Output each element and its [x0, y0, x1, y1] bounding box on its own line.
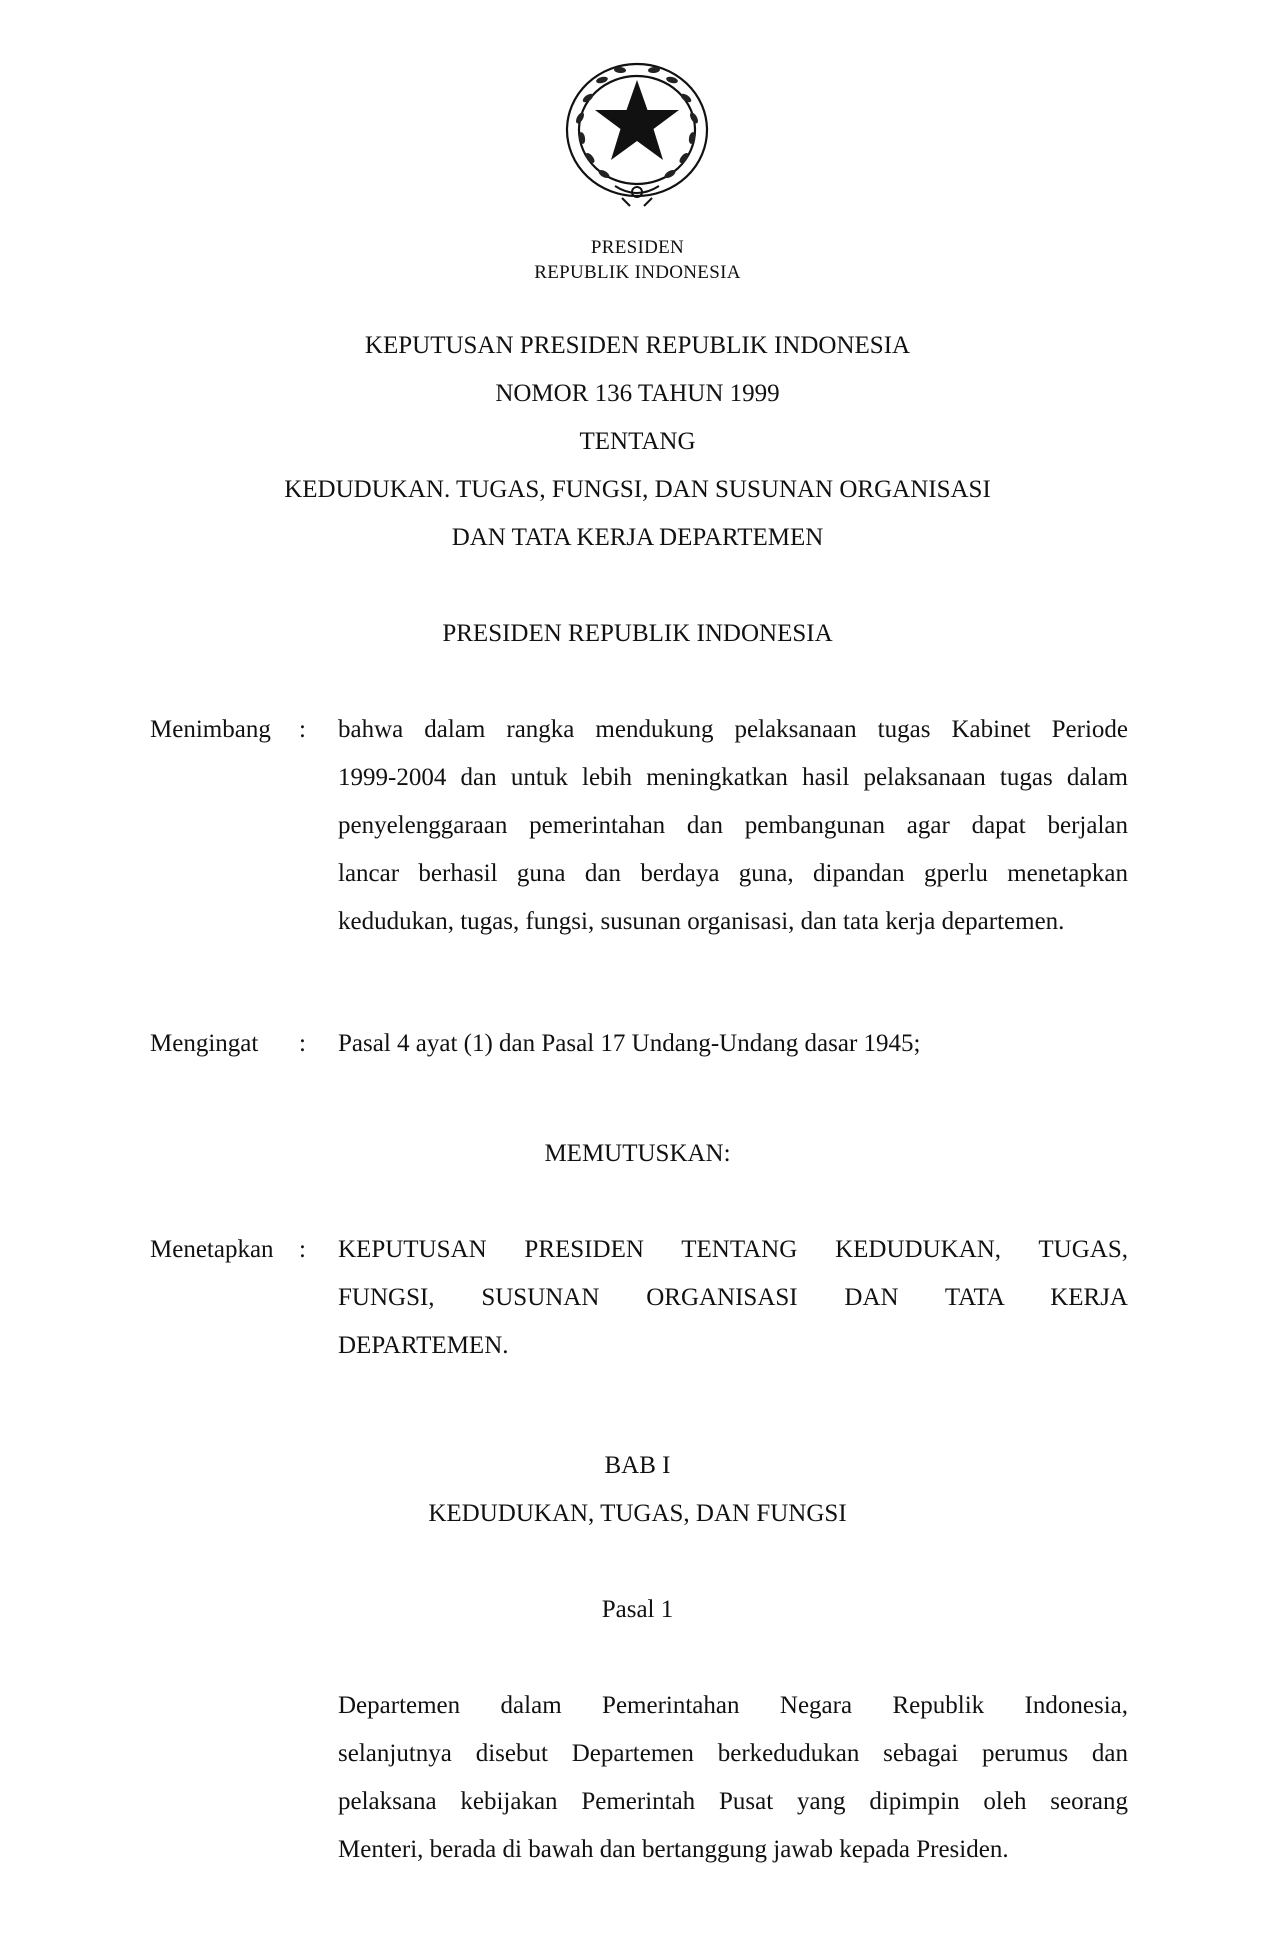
menetapkan-line: DEPARTEMEN.: [338, 1332, 509, 1359]
memutuskan-heading: MEMUTUSKAN:: [544, 1140, 731, 1167]
menimbang-line: lancar berhasil guna dan berdaya guna, dipandan gperlu menetapkan: [338, 860, 1128, 887]
pasal-1-line: Menteri, berada di bawah dan bertanggung jawab kepada Presiden.: [338, 1836, 1009, 1863]
menimbang-label: Menimbang: [150, 716, 271, 743]
header-line-republik: REPUBLIK INDONESIA: [534, 262, 741, 283]
menetapkan-line: FUNGSI, SUSUNAN ORGANISASI DAN TATA KERJA: [338, 1284, 1128, 1311]
bab-number: BAB I: [604, 1452, 671, 1479]
mengingat-colon: :: [299, 1030, 306, 1057]
issuer-line: PRESIDEN REPUBLIK INDONESIA: [442, 620, 833, 647]
menimbang-text: [338, 706, 1128, 946]
menimbang-line: penyelenggaraan pemerintahan dan pembangunan agar dapat berjalan: [338, 812, 1128, 839]
pasal-1-title: Pasal 1: [601, 1596, 674, 1623]
title-line-5: DAN TATA KERJA DEPARTEMEN: [451, 524, 824, 551]
title-line-2: NOMOR 136 TAHUN 1999: [495, 380, 780, 407]
title-line-4: KEDUDUKAN. TUGAS, FUNGSI, DAN SUSUNAN ORGANISASI: [284, 476, 991, 503]
menetapkan-colon: :: [299, 1236, 306, 1263]
title-line-3: TENTANG: [579, 428, 696, 455]
title-line-1: KEPUTUSAN PRESIDEN REPUBLIK INDONESIA: [364, 332, 911, 359]
menimbang-line: bahwa dalam rangka mendukung pelaksanaan tugas Kabinet Periode: [338, 716, 1128, 743]
menimbang-line: 1999-2004 dan untuk lebih meningkatkan hasil pelaksanaan tugas dalam: [338, 764, 1128, 791]
bab-title: KEDUDUKAN, TUGAS, DAN FUNGSI: [428, 1500, 847, 1527]
mengingat-text: [338, 1020, 1128, 1068]
pasal-1-line: selanjutnya disebut Departemen berkedudukan sebagai perumus dan: [338, 1740, 1128, 1767]
garuda-star-emblem-icon: [560, 58, 715, 218]
pasal-1-line: pelaksana kebijakan Pemerintah Pusat yang dipimpin oleh seorang: [338, 1788, 1128, 1815]
header-line-presiden: PRESIDEN: [590, 237, 685, 258]
mengingat-line: Pasal 4 ayat (1) dan Pasal 17 Undang-Undang dasar 1945;: [338, 1030, 921, 1057]
pasal-1-text: [338, 1682, 1128, 1874]
mengingat-label: Mengingat: [150, 1030, 259, 1057]
menimbang-line: kedudukan, tugas, fungsi, susunan organisasi, dan tata kerja departemen.: [338, 908, 1065, 935]
menimbang-colon: :: [299, 716, 306, 743]
pasal-1-line: Departemen dalam Pemerintahan Negara Republik Indonesia,: [338, 1692, 1128, 1719]
menetapkan-text: [338, 1226, 1128, 1370]
menetapkan-label: Menetapkan: [150, 1236, 274, 1263]
menetapkan-line: KEPUTUSAN PRESIDEN TENTANG KEDUDUKAN, TUGAS,: [338, 1236, 1128, 1263]
